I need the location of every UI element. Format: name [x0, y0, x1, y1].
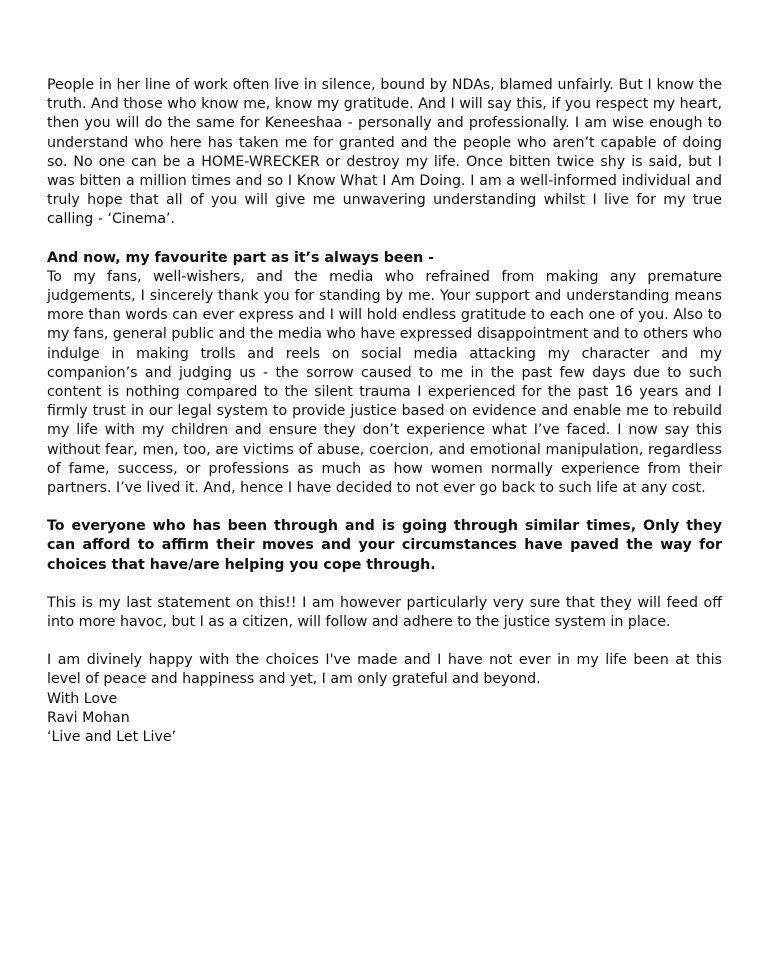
paragraph-intro: People in her line of work often live in silence, bound by NDAs, blamed unfairly. But I know the truth. And those who know me, know my gratitude. And I will say this, if you respect my heart, then you will do the same for Keneeshaa - personally and professionally. I am wise enough to understand who here has taken me for granted and the people who aren’t capable of doing so. No one can be a HOME-WRECKER or destroy my life. Once bitten twice shy is said, but I was bitten a million times and so I Know What I Am Doing. I am a well-informed individual and truly hope that all of you will give me unwavering understanding whilst I live for my true calling - ‘Cinema’.: [47, 77, 722, 228]
paragraph-spacer: [47, 575, 722, 594]
signature-name: Ravi Mohan: [47, 709, 130, 726]
statement-body: [47, 76, 722, 747]
paragraph-bold-message: To everyone who has been through and is going through similar times, Only they can afford to affirm their moves and your circumstances have paved the way for choices that have/are helping you cope through.: [47, 518, 722, 573]
paragraph-spacer: [47, 498, 722, 517]
closing-line: With Love: [47, 690, 118, 707]
paragraph-happiness: I am divinely happy with the choices I've made and I have not ever in my life been at this level of peace and happiness and yet, I am only grateful and beyond.: [47, 652, 722, 688]
motto-line: ‘Live and Let Live’: [47, 729, 177, 746]
paragraph-spacer: [47, 230, 722, 249]
paragraph-thanks: To my fans, well-wishers, and the media who refrained from making any premature judgements, I sincerely thank you for standing by me. Your support and understanding means more than words can ever express and I will hold endless gratitude to each one of you. Also to my fans, general public and the media who have expressed disappointment and to others who indulge in making trolls and reels on social media attacking my character and my companion’s and judging us - the sorrow caused to me in the past few days due to such content is nothing compared to the silent trauma I experienced for the past 16 years and I firmly trust in our legal system to provide justice based on evidence and enable me to rebuild my life with my children and ensure they don’t experience what I’ve faced. I now say this without fear, men, too, are victims of abuse, coercion, and emotional manipulation, regardless of fame, success, or professions as much as how women normally experience from their partners. I’ve lived it. And, hence I have decided to not ever go back to such life at any cost.: [47, 268, 722, 497]
paragraph-spacer: [47, 632, 722, 651]
section-heading: And now, my favourite part as it’s always been -: [47, 249, 435, 266]
paragraph-last-statement: This is my last statement on this!! I am however particularly very sure that they will feed off into more havoc, but I as a citizen, will follow and adhere to the justice system in place.: [47, 594, 722, 631]
